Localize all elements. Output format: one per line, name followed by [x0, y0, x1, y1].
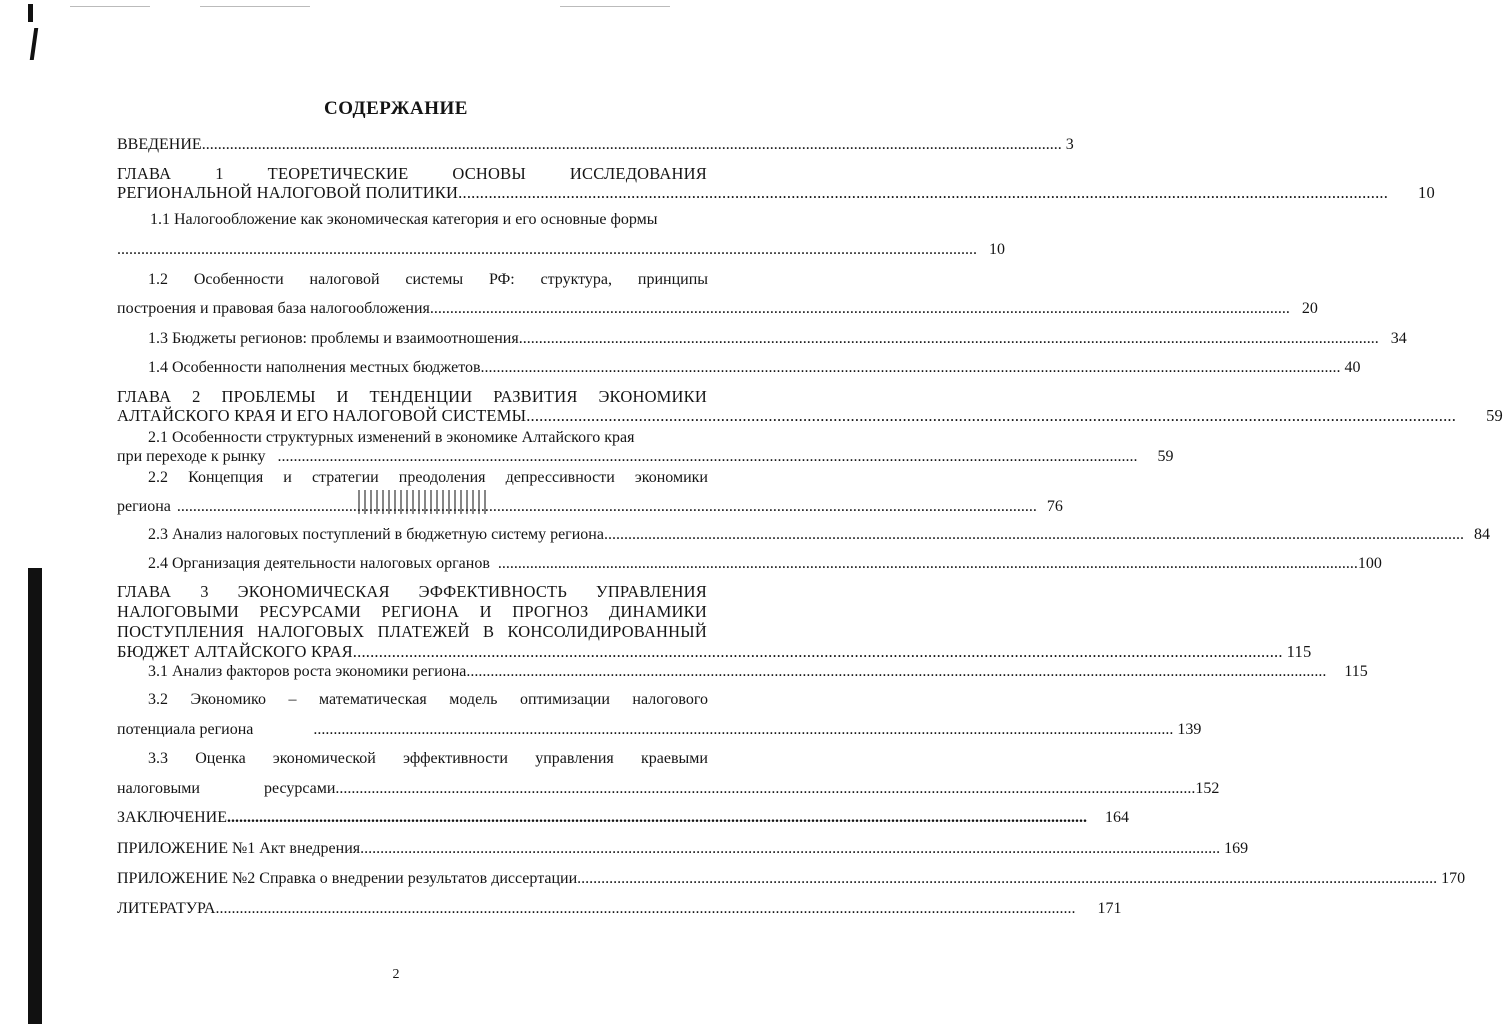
toc-section-3-1: [148, 663, 1368, 681]
leader-dots: [458, 184, 1388, 202]
toc-chapter-3-line3: ПОСТУПЛЕНИЯ НАЛОГОВЫХ ПЛАТЕЖЕЙ В КОНСОЛИДИРОВАННЫЙ: [117, 622, 707, 641]
toc-page: 169: [1224, 840, 1249, 857]
toc-label: ЛИТЕРАТУРА: [117, 900, 216, 917]
toc-page: 115: [1286, 642, 1312, 661]
leader-dots: [577, 870, 1437, 888]
toc-page: 10: [1418, 183, 1435, 202]
toc-chapter-3-line4: [117, 642, 1312, 661]
leader-dots: [490, 555, 1358, 573]
toc-page: 59: [1157, 448, 1174, 465]
leader-dots: [215, 900, 1075, 918]
toc-label: 1.3 Бюджеты регионов: проблемы и взаимоотношения: [148, 330, 519, 347]
toc-label: 2.3 Анализ налоговых поступлений в бюджетную систему региона: [148, 526, 604, 543]
leader-dots: [265, 448, 1137, 466]
toc-entry-conclusion: [117, 809, 1129, 827]
scan-rule-top-2: [200, 6, 310, 7]
toc-page: 152: [1195, 780, 1220, 797]
toc-label: БЮДЖЕТ АЛТАЙСКОГО КРАЯ: [117, 642, 353, 661]
toc-label: РЕГИОНАЛЬНОЙ НАЛОГОВОЙ ПОЛИТИКИ: [117, 183, 459, 202]
toc-chapter-1-line2: [117, 183, 1435, 202]
toc-page: 171: [1097, 900, 1122, 917]
toc-section-2-2-line1: 2.2 Концепция и стратегии преодоления депрессивности экономики: [148, 469, 708, 486]
page-number: 2: [392, 967, 400, 982]
toc-page: 115: [1344, 663, 1368, 680]
toc-section-3-2-line2: [117, 721, 1202, 739]
toc-page: 76: [1046, 498, 1063, 515]
leader-dots: [171, 498, 1037, 516]
toc-label: построения и правовая база налогообложения: [117, 300, 430, 317]
toc-label: потенциала региона: [117, 721, 254, 738]
toc-section-1-2-line1: 1.2 Особенности налоговой системы РФ: структура, принципы: [148, 271, 708, 288]
leader-dots: [227, 809, 1087, 827]
scan-mark-top-left-2: [30, 28, 38, 60]
scan-edge-left: [28, 568, 42, 1024]
toc-chapter-1-line1: ГЛАВА 1 ТЕОРЕТИЧЕСКИЕ ОСНОВЫ ИССЛЕДОВАНИЯ: [117, 164, 707, 183]
toc-section-2-1-line2: [117, 448, 1174, 466]
toc-section-2-3: [148, 526, 1490, 544]
toc-section-1-4: [148, 359, 1361, 377]
toc-label: АЛТАЙСКОГО КРАЯ И ЕГО НАЛОГОВОЙ СИСТЕМЫ: [117, 406, 527, 425]
toc-page: 40: [1344, 359, 1361, 376]
toc-label: 3.1 Анализ факторов роста экономики региона: [148, 663, 467, 680]
leader-dots: [335, 780, 1195, 798]
toc-section-3-3-line1: 3.3 Оценка экономической эффективности управления краевыми: [148, 750, 708, 767]
scan-rule-top: [70, 6, 150, 7]
scan-rule-top-3: [560, 6, 670, 7]
toc-section-1-3: [148, 330, 1407, 348]
leader-dots: [253, 721, 1173, 739]
scan-noise: [358, 490, 488, 514]
toc-section-2-4: [148, 555, 1382, 573]
leader-dots: [360, 840, 1220, 858]
toc-chapter-2-line2: [117, 406, 1503, 425]
toc-page: 3: [1065, 136, 1074, 153]
toc-label: при переходе к рынку: [117, 448, 266, 465]
toc-label: 2.4 Организация деятельности налоговых органов: [148, 555, 490, 572]
leader-dots: [353, 643, 1283, 661]
leader-dots: [202, 136, 1062, 154]
leader-dots: [604, 526, 1464, 544]
leader-dots: [519, 330, 1379, 348]
scan-mark-top-left: [28, 4, 33, 22]
page-title: СОДЕРЖАНИЕ: [324, 98, 468, 119]
toc-section-1-1-line2: [117, 241, 1005, 259]
toc-page: 59: [1486, 406, 1503, 425]
toc-label: ВВЕДЕНИЕ: [117, 136, 202, 153]
leader-dots: [466, 663, 1326, 681]
toc-page: 100: [1357, 555, 1382, 572]
toc-section-3-3-line2: [117, 780, 1220, 798]
toc-section-1-2-line2: [117, 300, 1318, 318]
toc-entry-appendix-2: [117, 870, 1466, 888]
toc-label: налоговыми ресурсами: [117, 780, 336, 797]
toc-section-1-1-line1: 1.1 Налогообложение как экономическая категория и его основные формы: [150, 211, 658, 228]
toc-chapter-3-line1: ГЛАВА 3 ЭКОНОМИЧЕСКАЯ ЭФФЕКТИВНОСТЬ УПРАВЛЕНИЯ: [117, 582, 707, 601]
toc-section-2-1-line1: 2.1 Особенности структурных изменений в экономике Алтайского края: [148, 429, 635, 446]
toc-entry-appendix-1: [117, 840, 1249, 858]
toc-entry-literature: [117, 900, 1122, 918]
leader-dots: [117, 241, 977, 259]
toc-page: 170: [1441, 870, 1466, 887]
toc-page: 10: [989, 241, 1005, 258]
toc-entry-intro: [117, 136, 1074, 154]
toc-section-3-2-line1: 3.2 Экономико – математическая модель оптимизации налогового: [148, 691, 708, 708]
toc-page: 164: [1104, 809, 1129, 826]
leader-dots: [481, 359, 1341, 377]
toc-page: 139: [1177, 721, 1202, 738]
toc-page: 20: [1301, 300, 1318, 317]
toc-page: 84: [1473, 526, 1490, 543]
leader-dots: [430, 300, 1290, 318]
toc-chapter-2-line1: ГЛАВА 2 ПРОБЛЕМЫ И ТЕНДЕНЦИИ РАЗВИТИЯ ЭКОНОМИКИ: [117, 387, 707, 406]
toc-page: 34: [1390, 330, 1407, 347]
toc-label: ЗАКЛЮЧЕНИЕ: [117, 809, 227, 826]
toc-label: 1.4 Особенности наполнения местных бюджетов: [148, 359, 481, 376]
toc-label: ПРИЛОЖЕНИЕ №1 Акт внедрения: [117, 840, 361, 857]
toc-chapter-3-line2: НАЛОГОВЫМИ РЕСУРСАМИ РЕГИОНА И ПРОГНОЗ ДИНАМИКИ: [117, 602, 707, 621]
toc-label: ПРИЛОЖЕНИЕ №2 Справка о внедрении результатов диссертации: [117, 870, 578, 887]
toc-label: региона: [117, 498, 171, 515]
leader-dots: [526, 407, 1456, 425]
